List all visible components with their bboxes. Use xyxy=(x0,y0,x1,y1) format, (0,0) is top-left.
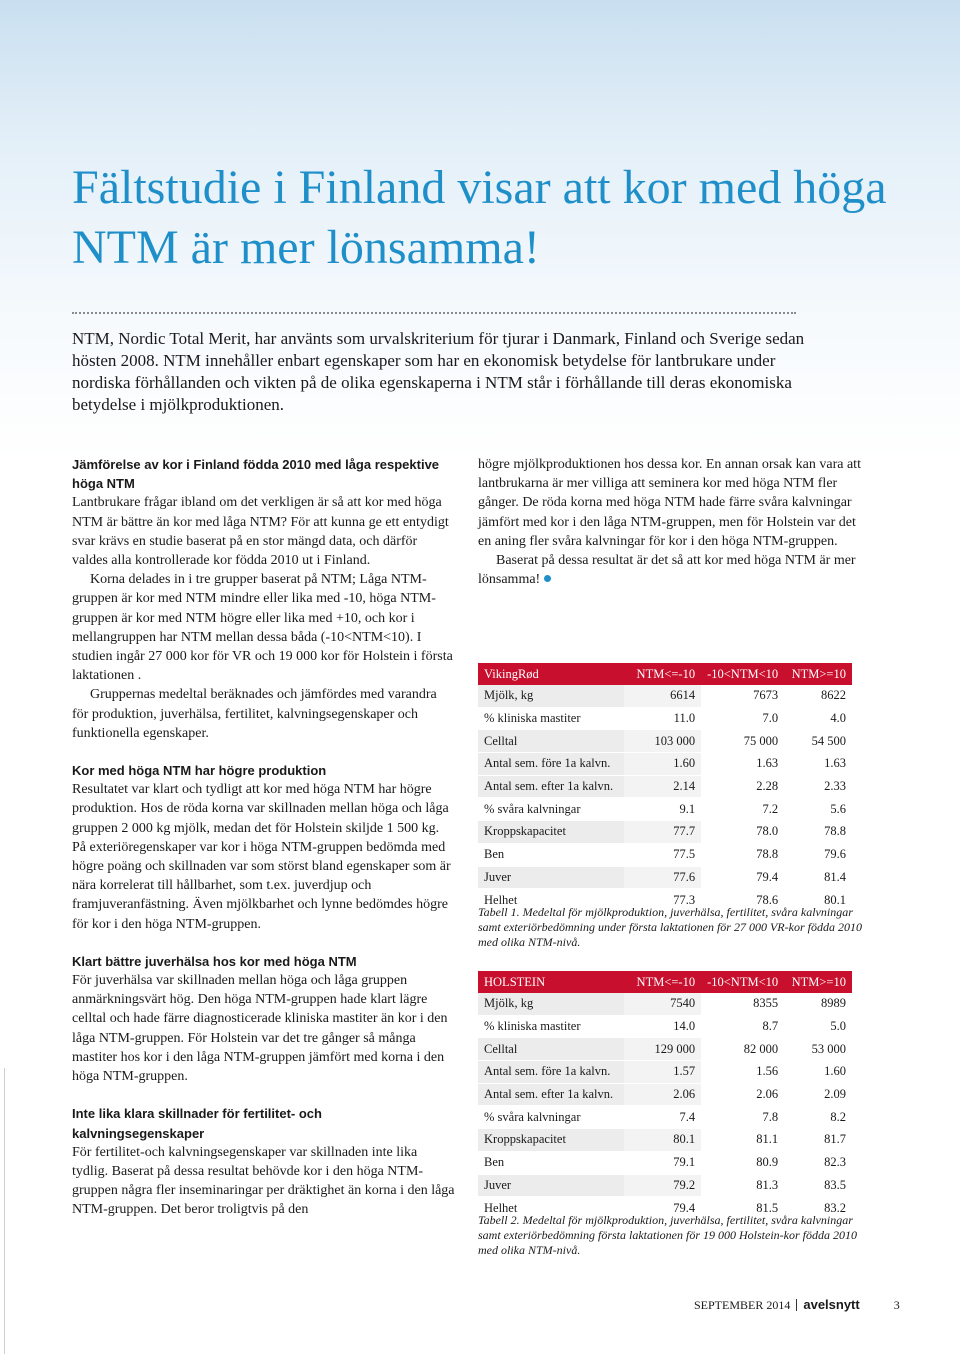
cell: 8.7 xyxy=(701,1015,784,1038)
table-header: HOLSTEIN xyxy=(478,971,624,993)
cell: 2.28 xyxy=(701,775,784,798)
paragraph: Gruppernas medeltal beräknades och jämfördes med varandra för produktion, juverhälsa, fertilitet, kalvningsegenskaper och funktionella egenskaper. xyxy=(72,687,437,741)
cell: 7.8 xyxy=(701,1106,784,1129)
cell: 9.1 xyxy=(624,798,701,821)
table-header-row xyxy=(478,663,852,685)
paragraph: För juverhälsa var skillnaden mellan höga och låga gruppen anmärkningsvärt hög. Den höga NTM-gruppen hade klart lägre celltal och hade färre diagnosticerade kliniska mastiter än kor i den låga NTM-gruppen. För Holstein var det tre gånger så många mastiter hos kor i den låga NTM-gruppen jämfört med korna i den höga NTM-gruppen. xyxy=(72,973,448,1085)
cell: 1.56 xyxy=(701,1061,784,1084)
cell: 77.3 xyxy=(624,889,701,912)
paragraph: högre mjölkproduktionen hos dessa kor. En annan orsak kan vara att lantbrukarna är mer villiga att seminera kor med höga NTM fler gånger. De röda korna med höga NTM hade färre svåra kalvningar jämfört med kor i den låga NTM-gruppen, men för Holstein var det en aning fler svåra kalvningar för kor i den höga NTM-gruppen. xyxy=(478,457,861,549)
row-label: Mjölk, kg xyxy=(478,685,624,707)
row-label: Mjölk, kg xyxy=(478,993,624,1015)
cell: 77.7 xyxy=(624,821,701,844)
table-vikingrod xyxy=(478,663,852,912)
cell: 82 000 xyxy=(701,1038,784,1061)
cell: 2.06 xyxy=(624,1083,701,1106)
paragraph: Lantbrukare frågar ibland om det verkligen är så att kor med höga NTM är bättre än kor med låga NTM? För att kunna ge ett entydigt svar krävs en studie baserat på en stor mängd data, och därför valdes alla kontrollerade kor födda 2010 ut i Finland. xyxy=(72,495,449,569)
row-label: Helhet xyxy=(478,889,624,912)
cell: 7.2 xyxy=(701,798,784,821)
row-label: Kroppskapacitet xyxy=(478,821,624,844)
cell: 79.6 xyxy=(784,843,852,866)
lead-paragraph: NTM, Nordic Total Merit, har använts som urvalskriterium för tjurar i Danmark, Finland och Sverige sedan hösten 2008. NTM innehåller enbart egenskaper som har en ekonomisk betydelse för lantbrukare under nordiska förhållanden och vikten på de olika egenskaperna i NTM står i förhållande till deras ekonomiska betydelse i mjölkproduktionen. xyxy=(72,329,805,414)
cell: 83.2 xyxy=(784,1197,852,1220)
cell: 80.9 xyxy=(701,1151,784,1174)
table-row xyxy=(478,1106,852,1129)
cell: 103 000 xyxy=(624,730,701,753)
cell: 1.63 xyxy=(701,753,784,776)
table-row xyxy=(478,1174,852,1197)
cell: 1.63 xyxy=(784,753,852,776)
cell: 83.5 xyxy=(784,1174,852,1197)
table-row xyxy=(478,843,852,866)
row-label: Antal sem. före 1a kalvn. xyxy=(478,753,624,776)
cell: 54 500 xyxy=(784,730,852,753)
cell: 79.2 xyxy=(624,1174,701,1197)
table-row xyxy=(478,775,852,798)
table-header: NTM<=-10 xyxy=(624,971,701,993)
cell: 78.8 xyxy=(784,821,852,844)
cell: 7673 xyxy=(701,685,784,707)
cell: 53 000 xyxy=(784,1038,852,1061)
section-heading-production: Kor med höga NTM har högre produktion xyxy=(72,763,327,779)
table-row xyxy=(478,685,852,707)
table-caption: Tabell 2. Medeltal för mjölkproduktion, juverhälsa, fertilitet, svåra kalvningar samt exteriörbedömning första laktationen för 19 000 Holstein-kor födda 2010 med olika NTM-nivå. xyxy=(478,1213,857,1257)
table-header-row xyxy=(478,971,852,993)
cell: 78.6 xyxy=(701,889,784,912)
paragraph xyxy=(478,551,864,589)
left-column xyxy=(72,455,455,1220)
row-label: % svåra kalvningar xyxy=(478,798,624,821)
cell: 8622 xyxy=(784,685,852,707)
dotted-divider xyxy=(72,312,796,314)
cell: 81.3 xyxy=(701,1174,784,1197)
cell: 75 000 xyxy=(701,730,784,753)
paragraph: Korna delades in i tre grupper baserat på NTM; Låga NTM-gruppen är kor med NTM mindre eller lika med -10, höga NTM-gruppen är kor med NTM högre eller lika med +10, och kor i mellangruppen har NTM mellan dessa båda (-10<NTM<10). I studien ingår 27 000 kor för VR och 19 000 kor för Holstein i första laktationen . xyxy=(72,572,453,684)
cell: 129 000 xyxy=(624,1038,701,1061)
cell: 80.1 xyxy=(624,1129,701,1152)
paragraph: För fertilitet-och kalvningsegenskaper var skillnaden inte lika tydlig. Baserat på dessa resultat behövde kor i den höga NTM-gruppen några fler inseminaringar per dräktighet än korna i den låga NTM-gruppen. Det beror troligtvis på den xyxy=(72,1144,455,1218)
end-dot-icon xyxy=(544,575,551,582)
cell: 8989 xyxy=(784,993,852,1015)
cell: 2.14 xyxy=(624,775,701,798)
cell: 5.6 xyxy=(784,798,852,821)
cell: 7540 xyxy=(624,993,701,1015)
cell: 8.2 xyxy=(784,1106,852,1129)
cell: 2.06 xyxy=(701,1083,784,1106)
table-row xyxy=(478,753,852,776)
row-label: Antal sem. före 1a kalvn. xyxy=(478,1061,624,1084)
table-row xyxy=(478,730,852,753)
table-row xyxy=(478,1129,852,1152)
table-header: NTM>=10 xyxy=(784,663,852,685)
section-heading-udder-health: Klart bättre juverhälsa hos kor med höga NTM xyxy=(72,953,357,969)
cell: 1.57 xyxy=(624,1061,701,1084)
cell: 81.1 xyxy=(701,1129,784,1152)
cell: 79.1 xyxy=(624,1151,701,1174)
row-label: Ben xyxy=(478,843,624,866)
cell: 79.4 xyxy=(701,866,784,889)
table-row xyxy=(478,1038,852,1061)
table-header: -10<NTM<10 xyxy=(701,663,784,685)
cell: 11.0 xyxy=(624,707,701,730)
cell: 14.0 xyxy=(624,1015,701,1038)
table-row xyxy=(478,1015,852,1038)
table-caption: Tabell 1. Medeltal för mjölkproduktion, juverhälsa, fertilitet, svåra kalvningar samt exteriörbedömning under första laktationen för 27 000 VR-kor födda 2010 med olika NTM-nivå. xyxy=(478,905,862,949)
table-header: VikingRød xyxy=(478,663,624,685)
cell: 2.33 xyxy=(784,775,852,798)
table-row xyxy=(478,993,852,1015)
row-label: Celltal xyxy=(478,730,624,753)
cell: 7.0 xyxy=(701,707,784,730)
table-holstein xyxy=(478,971,852,1220)
cell: 81.7 xyxy=(784,1129,852,1152)
page-title: Fältstudie i Finland visar att kor med höga NTM är mer lönsamma! xyxy=(72,161,887,274)
right-column-text xyxy=(478,455,864,589)
closing-sentence: Baserat på dessa resultat är det så att kor med höga NTM är mer lönsamma! xyxy=(478,553,856,588)
cell: 78.0 xyxy=(701,821,784,844)
table-row xyxy=(478,798,852,821)
table-header: NTM>=10 xyxy=(784,971,852,993)
row-label: Antal sem. efter 1a kalvn. xyxy=(478,1083,624,1106)
row-label: Kroppskapacitet xyxy=(478,1129,624,1152)
cell: 1.60 xyxy=(784,1061,852,1084)
row-label: Celltal xyxy=(478,1038,624,1061)
row-label: Ben xyxy=(478,1151,624,1174)
cell: 80.1 xyxy=(784,889,852,912)
row-label: Antal sem. efter 1a kalvn. xyxy=(478,775,624,798)
cell: 2.09 xyxy=(784,1083,852,1106)
cell: 4.0 xyxy=(784,707,852,730)
footer-divider xyxy=(796,1299,797,1311)
issue-date: SEPTEMBER 2014 xyxy=(694,1298,791,1312)
table-row xyxy=(478,1083,852,1106)
row-label: Helhet xyxy=(478,1197,624,1220)
page-number: 3 xyxy=(893,1298,900,1312)
table-row xyxy=(478,866,852,889)
row-label: Juver xyxy=(478,1174,624,1197)
cell: 79.4 xyxy=(624,1197,701,1220)
table-header: NTM<=-10 xyxy=(624,663,701,685)
table-row xyxy=(478,821,852,844)
margin-rule xyxy=(4,1068,5,1354)
cell: 81.4 xyxy=(784,866,852,889)
magazine-name: avelsnytt xyxy=(803,1297,860,1312)
cell: 78.8 xyxy=(701,843,784,866)
table-header: -10<NTM<10 xyxy=(701,971,784,993)
row-label: Juver xyxy=(478,866,624,889)
section-heading-comparison: Jämförelse av kor i Finland födda 2010 med låga respektive höga NTM xyxy=(72,457,440,492)
cell: 82.3 xyxy=(784,1151,852,1174)
table-row xyxy=(478,1061,852,1084)
table-row xyxy=(478,707,852,730)
cell: 5.0 xyxy=(784,1015,852,1038)
cell: 8355 xyxy=(701,993,784,1015)
row-label: % svåra kalvningar xyxy=(478,1106,624,1129)
row-label: % kliniska mastiter xyxy=(478,707,624,730)
cell: 1.60 xyxy=(624,753,701,776)
cell: 77.5 xyxy=(624,843,701,866)
paragraph: Resultatet var klart och tydligt att kor med höga NTM har högre produktion. Hos de röda korna var skillnaden mellan höga och låga gruppen 2 000 kg mjölk, medan det för Holstein skiljde 1 500 kg. På exteriöregenskaper var kor i höga NTM-gruppen bedömda med högre poäng och skillnaden var som störst bland egenskaper som är nära korrelerat till hållbarhet, som t.ex. juverdjup och framjuveranfästning. Även mjölkbarhet och lynne bedömdes högre för kor i den höga NTM-gruppen. xyxy=(72,782,451,932)
table-row xyxy=(478,1151,852,1174)
section-heading-fertility: Inte lika klara skillnader för fertilitet- och kalvningsegenskaper xyxy=(72,1106,322,1141)
row-label: % kliniska mastiter xyxy=(478,1015,624,1038)
page-footer xyxy=(694,1297,900,1313)
cell: 77.6 xyxy=(624,866,701,889)
cell: 7.4 xyxy=(624,1106,701,1129)
cell: 81.5 xyxy=(701,1197,784,1220)
cell: 6614 xyxy=(624,685,701,707)
